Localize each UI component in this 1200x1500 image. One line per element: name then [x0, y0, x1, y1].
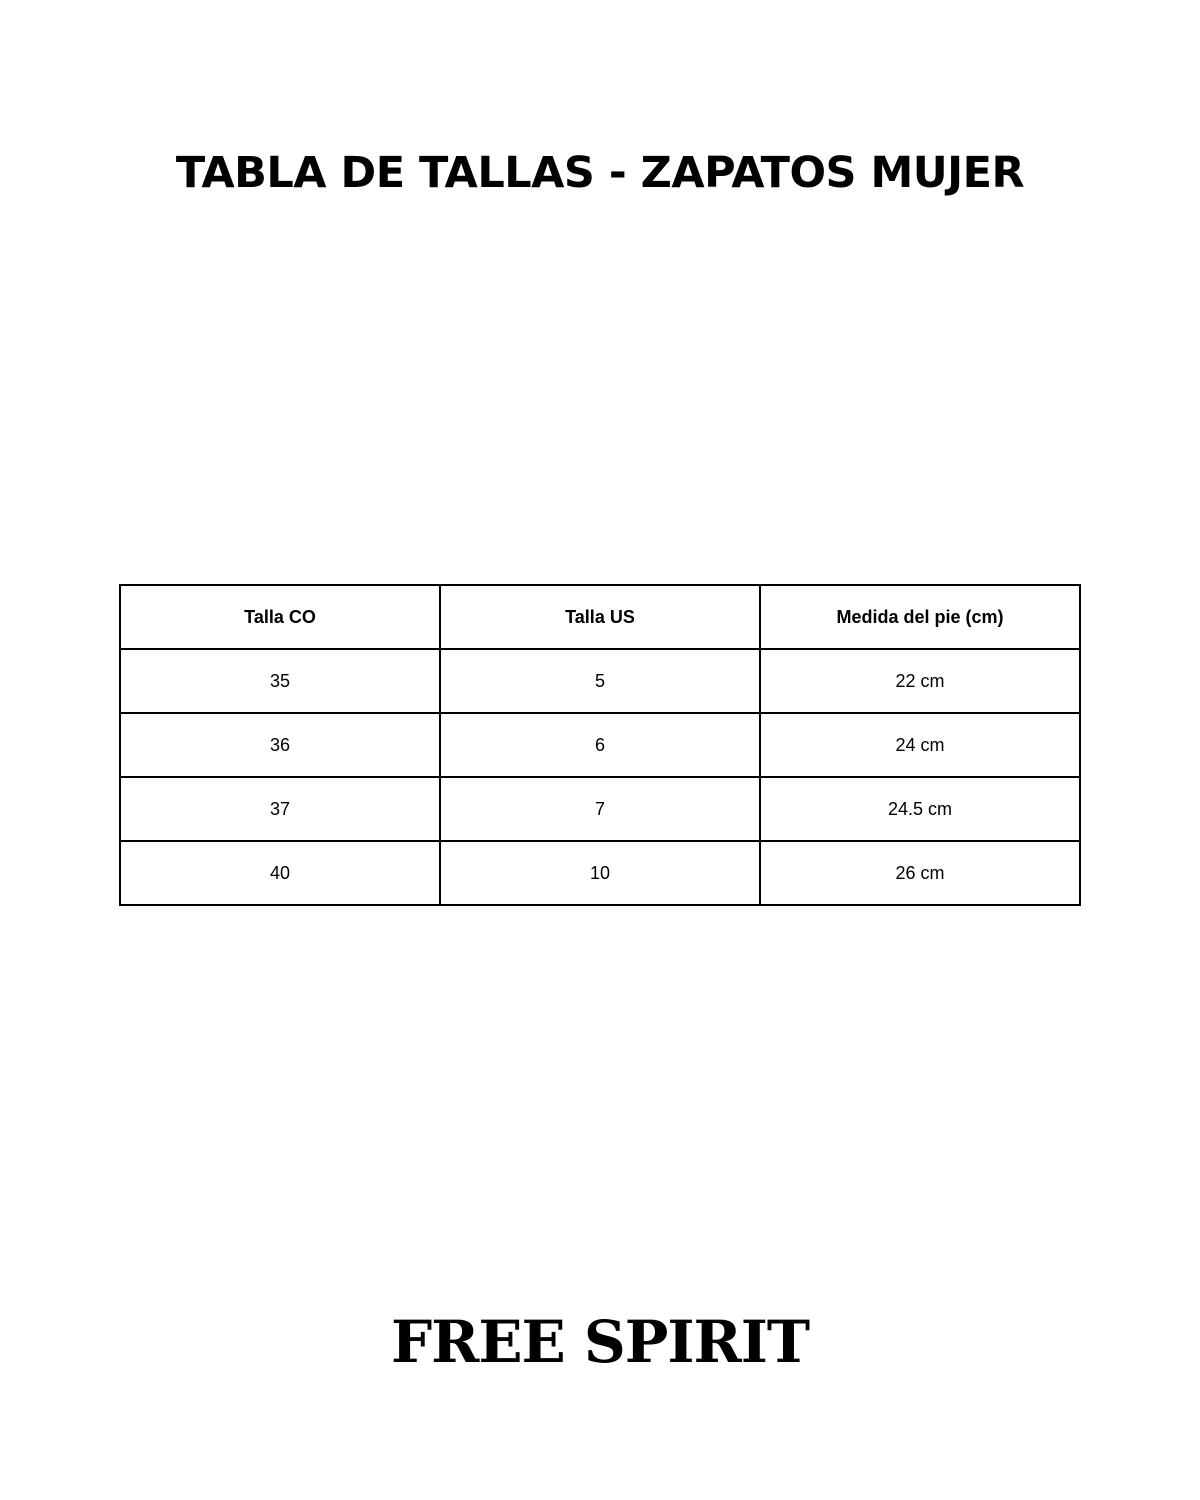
table-row: [120, 841, 1080, 905]
header-talla-co: Talla CO: [120, 585, 440, 649]
size-table: [119, 584, 1081, 906]
table-row: [120, 649, 1080, 713]
header-medida-pie: Medida del pie (cm): [760, 585, 1080, 649]
cell-medida-pie: 24 cm: [760, 713, 1080, 777]
cell-medida-pie: 24.5 cm: [760, 777, 1080, 841]
cell-talla-co: 37: [120, 777, 440, 841]
size-table-body: [120, 649, 1080, 905]
table-row: [120, 777, 1080, 841]
page-title: TABLA DE TALLAS - ZAPATOS MUJER: [175, 148, 1025, 198]
header-talla-us: Talla US: [440, 585, 760, 649]
cell-medida-pie: 22 cm: [760, 649, 1080, 713]
cell-medida-pie: 26 cm: [760, 841, 1080, 905]
cell-talla-co: 35: [120, 649, 440, 713]
size-table-header: [120, 585, 1080, 649]
table-row: [120, 713, 1080, 777]
cell-talla-us: 7: [440, 777, 760, 841]
header-row: [120, 585, 1080, 649]
cell-talla-co: 36: [120, 713, 440, 777]
cell-talla-co: 40: [120, 841, 440, 905]
cell-talla-us: 10: [440, 841, 760, 905]
cell-talla-us: 5: [440, 649, 760, 713]
cell-talla-us: 6: [440, 713, 760, 777]
brand-logo: FREE SPIRIT: [390, 1308, 810, 1376]
